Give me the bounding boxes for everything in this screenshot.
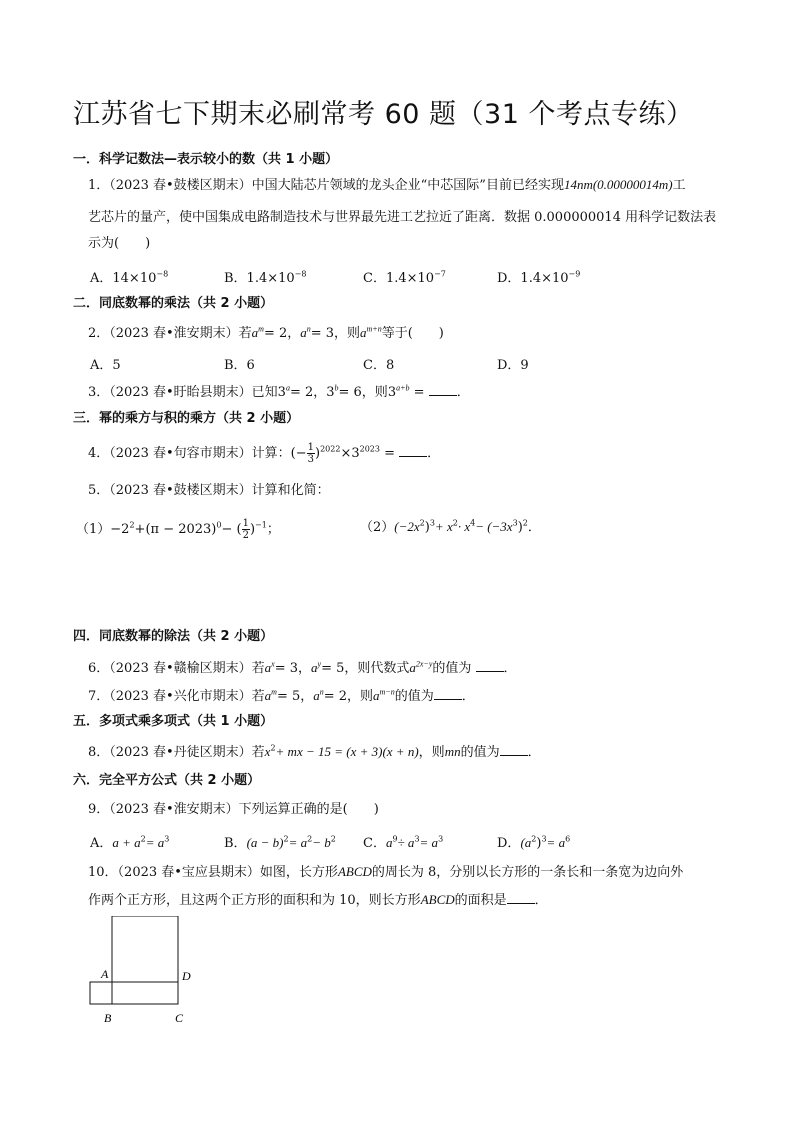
q9-d-e3: 6 <box>565 834 571 844</box>
q9-b-b: (a − b) <box>246 835 284 850</box>
q3-end: ． <box>456 385 470 400</box>
q2-option-a: A．5 <box>90 358 121 373</box>
q5-p2-c: ) <box>424 520 430 535</box>
q6-t6: 的值为 <box>432 661 472 676</box>
q7-end: ． <box>461 689 475 704</box>
q1-option-d <box>497 267 580 286</box>
q9-c-label: C． <box>363 836 386 851</box>
q9-option-a <box>90 832 169 851</box>
q7-t3: a <box>313 688 320 703</box>
q5-p1-frac-den: 2 <box>242 530 249 541</box>
q6-t2: = 3， <box>274 661 312 676</box>
question-10-line-1 <box>88 863 683 882</box>
q3-base2: 3 <box>326 385 335 400</box>
q5-p2-e5: 3 <box>512 518 518 528</box>
q7-t4: = 2，则 <box>323 689 374 704</box>
q9-c-d: = a <box>419 835 439 850</box>
label-a: A <box>101 967 109 981</box>
q9-a-label: A． <box>90 836 113 851</box>
q5-p1-c: +(π − 2023) <box>134 522 217 537</box>
q8-t4: 的值为 <box>460 745 500 760</box>
q5-p1-e2: 0 <box>216 520 222 530</box>
q3-exp3: a+b <box>396 383 410 393</box>
q9-c-c: ÷ a <box>397 835 415 850</box>
q5-p2-i: ． <box>527 520 541 535</box>
q6-answer-blank[interactable] <box>476 659 504 672</box>
q5-p2-e6: 2 <box>522 518 528 528</box>
q2-text-g: 等于( ) <box>381 326 444 341</box>
section-heading-5: 五．多项式乘多项式（共 1 小题） <box>73 714 274 729</box>
q9-c-b: a <box>385 835 393 850</box>
q7-answer-blank[interactable] <box>434 687 462 700</box>
q1-option-a-exp: −8 <box>156 269 169 279</box>
small-square <box>90 982 112 1004</box>
q5-p2-e1: 2 <box>419 518 425 528</box>
q1-option-b <box>224 267 306 286</box>
q4-fraction <box>307 442 315 465</box>
q5-p2-h: ) <box>517 520 523 535</box>
question-8 <box>88 743 541 762</box>
q6-e2: y <box>317 659 322 669</box>
q4-frac-num: 1 <box>307 442 314 453</box>
q1-option-c-exp: −7 <box>434 269 446 279</box>
q9-c-e3: 3 <box>438 834 444 844</box>
large-square <box>112 916 178 982</box>
q4-pre: (− <box>290 446 307 461</box>
question-2 <box>88 324 444 343</box>
rectangle-squares-figure <box>88 916 198 1028</box>
q3-base1: 3 <box>277 385 286 400</box>
label-b: B <box>104 1011 112 1025</box>
q9-a-b: a + a <box>112 835 141 850</box>
q2-exp-mn: m+n <box>366 324 382 334</box>
q6-t1: a <box>264 660 272 675</box>
q5-p2-g: − (−3x <box>475 519 513 534</box>
question-7 <box>88 687 475 706</box>
q10-answer-blank[interactable] <box>507 891 535 904</box>
q2-a1: a <box>251 325 259 340</box>
question-10-line-2 <box>88 891 548 910</box>
rectangle-abcd <box>112 982 178 1004</box>
q8-expr2: + mx − 15 = (x + 3)(x + n) <box>275 744 419 759</box>
q6-e3: 2x−y <box>415 659 433 669</box>
q9-d-d: = a <box>546 835 566 850</box>
q10-l2-b: ABCD <box>420 892 455 907</box>
section-heading-2: 二．同底数幂的乘法（共 2 小题） <box>73 296 274 311</box>
q9-c-e1: 9 <box>392 834 398 844</box>
q1-text-c: (0.00000014m) <box>592 177 673 192</box>
q5-p1-b: −2 <box>110 522 130 537</box>
q6-t5: a <box>409 660 416 675</box>
q3-answer-blank[interactable] <box>429 383 457 396</box>
q5-p1-d: − ( <box>221 522 242 537</box>
q2-exp-n: n <box>306 324 311 334</box>
q9-d-e2: 3 <box>541 834 547 844</box>
q5-part-1 <box>76 518 280 541</box>
q1-option-c <box>363 267 446 286</box>
q10-l2-c: 的面积是 <box>454 893 507 908</box>
q9-d-e1: 2 <box>531 834 537 844</box>
q4-exp1: 2022 <box>320 444 341 454</box>
section-heading-4: 四．同底数幂的除法（共 2 小题） <box>73 629 274 644</box>
q5-p2-e3: 2 <box>452 518 458 528</box>
q9-d-b: (a <box>520 835 532 850</box>
q2-option-c: C．8 <box>363 358 395 373</box>
q4-eq: = <box>384 446 396 461</box>
section-heading-1: 一．科学记数法—表示较小的数（共 1 小题） <box>73 152 339 167</box>
q2-text-c: = 2， <box>263 326 301 341</box>
q10-l1-c: 的周长为 8，分别以长方形的一条长和一条宽为边向外 <box>371 865 684 880</box>
q4-end: ． <box>427 446 441 461</box>
q8-expr1: x <box>264 744 271 759</box>
q9-a-e1: 2 <box>140 834 146 844</box>
q1-option-a <box>90 267 168 286</box>
q7-t2: = 5， <box>276 689 314 704</box>
q9-b-c: = a <box>288 835 308 850</box>
q9-d-label: D． <box>497 836 521 851</box>
section-heading-3: 三．幂的乘方与积的乘方（共 2 小题） <box>73 411 300 426</box>
q5-p1-label: （1） <box>76 522 111 537</box>
q10-l1-a: 10．（2023 春•宝应县期末）如图，长方形 <box>88 865 338 880</box>
q10-l2-a: 作两个正方形，且这两个正方形的面积和为 10，则长方形 <box>88 893 421 908</box>
q5-p1-frac-num: 1 <box>242 518 249 529</box>
q3-text-c: = 6，则 <box>338 385 388 400</box>
q3-eq: = <box>413 385 425 400</box>
q3-exp2: b <box>334 383 339 393</box>
q9-b-e3: 2 <box>330 834 336 844</box>
q2-a3: a <box>360 325 367 340</box>
q6-end: ． <box>503 661 517 676</box>
question-1-line-3: 示为( ) <box>88 236 151 251</box>
q1-text-d: 工 <box>672 178 686 193</box>
q5-p1-fraction <box>242 518 250 541</box>
q5-p1-g: ； <box>266 522 280 537</box>
q8-answer-blank[interactable] <box>500 743 528 756</box>
q9-option-b <box>224 832 336 851</box>
q2-option-b: B．6 <box>224 358 255 373</box>
q8-text-a: 8．（2023 春•丹徒区期末）若 <box>88 745 265 760</box>
q7-e3: m−n <box>379 687 395 697</box>
q9-c-e2: 3 <box>414 834 420 844</box>
q2-option-d: D．9 <box>497 358 529 373</box>
q1-text-a: 1．（2023 春•鼓楼区期末）中国大陆芯片领域的龙头企业“中芯国际”目前已经实现 <box>88 178 564 193</box>
q1-option-b-exp: −8 <box>294 269 307 279</box>
q1-option-d-exp: −9 <box>568 269 581 279</box>
q6-e1: x <box>271 659 275 669</box>
question-5: 5．（2023 春•鼓楼区期末）计算和化简： <box>88 483 330 498</box>
q4-frac-den: 3 <box>307 454 314 465</box>
q7-e2: n <box>319 687 324 697</box>
q9-b-label: B． <box>224 836 247 851</box>
q9-option-d <box>497 832 570 851</box>
q9-b-e2: 2 <box>307 834 313 844</box>
question-9: 9．（2023 春•淮安期末）下列运算正确的是( ) <box>88 802 379 817</box>
question-6 <box>88 659 517 678</box>
q3-text-a: 3．（2023 春•盱眙县期末）已知 <box>88 385 278 400</box>
q9-a-c: = a <box>145 835 165 850</box>
q1-option-a-text: A．14×10 <box>90 271 157 286</box>
q9-b-e1: 2 <box>283 834 289 844</box>
q5-part-2 <box>360 518 541 537</box>
q7-t1: a <box>264 688 272 703</box>
q5-p2-e2: 3 <box>429 518 435 528</box>
q5-p2-f: · x <box>457 519 471 534</box>
q6-t3: a <box>311 660 318 675</box>
q5-p1-e3: −1 <box>255 520 267 530</box>
q4-text-a: 4．（2023 春•句容市期末）计算： <box>88 446 291 461</box>
q1-option-d-text: D．1.4×10 <box>497 271 569 286</box>
q9-d-c: ) <box>536 836 542 851</box>
q1-option-b-text: B．1.4×10 <box>224 271 295 286</box>
section-heading-6: 六．完全平方公式（共 2 小题） <box>73 773 261 788</box>
q3-base3: 3 <box>387 385 397 400</box>
question-4 <box>88 442 440 465</box>
q5-p1-e1: 2 <box>129 520 135 530</box>
q8-e1: 2 <box>270 743 276 753</box>
q6-text-a: 6．（2023 春•赣榆区期末）若 <box>88 661 265 676</box>
q7-t6: 的值为 <box>394 689 434 704</box>
q7-t5: a <box>373 688 380 703</box>
q3-exp1: a <box>285 383 290 393</box>
q2-a2: a <box>300 325 307 340</box>
question-1-line-1 <box>88 176 686 195</box>
document-title: 江苏省七下期末必刷常考 60 题（31 个考点专练） <box>73 99 694 130</box>
question-1-line-2: 艺芯片的量产，使中国集成电路制造技术与世界最先进工艺拉近了距离．数据 0.000000014 用科学记数法表 <box>88 210 717 225</box>
q8-t3: mn <box>444 744 461 759</box>
q2-text-a: 2．（2023 春•淮安期末）若 <box>88 326 252 341</box>
label-c: C <box>175 1011 184 1025</box>
q3-text-b: = 2， <box>289 385 327 400</box>
q2-text-e: = 3，则 <box>310 326 361 341</box>
q2-exp-m: m <box>258 324 264 334</box>
q1-option-c-text: C．1.4×10 <box>363 271 435 286</box>
q10-l2-d: ． <box>534 893 548 908</box>
q4-exp2: 2023 <box>359 444 380 454</box>
q10-l1-b: ABCD <box>337 864 372 879</box>
q4-answer-blank[interactable] <box>399 444 427 457</box>
q8-end: ． <box>527 745 541 760</box>
q4-post: ) <box>315 446 321 461</box>
q5-p1-f: ) <box>249 522 256 537</box>
q9-b-d: − b <box>312 835 331 850</box>
q5-p2-d: + x <box>434 519 453 534</box>
label-d: D <box>182 969 191 983</box>
question-3 <box>88 383 470 402</box>
q9-option-c <box>363 832 443 851</box>
q1-text-b: 14nm <box>563 177 593 192</box>
q5-p2-label: （2） <box>360 520 395 535</box>
q8-t2: ，则 <box>418 745 445 760</box>
q6-t4: = 5，则代数式 <box>321 661 410 676</box>
q7-text-a: 7．（2023 春•兴化市期末）若 <box>88 689 265 704</box>
q7-e1: m <box>271 687 277 697</box>
q9-a-e2: 3 <box>164 834 170 844</box>
q5-p2-b: (−2x <box>394 519 420 534</box>
q4-mid: ×3 <box>340 446 360 461</box>
q5-p2-e4: 4 <box>470 518 476 528</box>
